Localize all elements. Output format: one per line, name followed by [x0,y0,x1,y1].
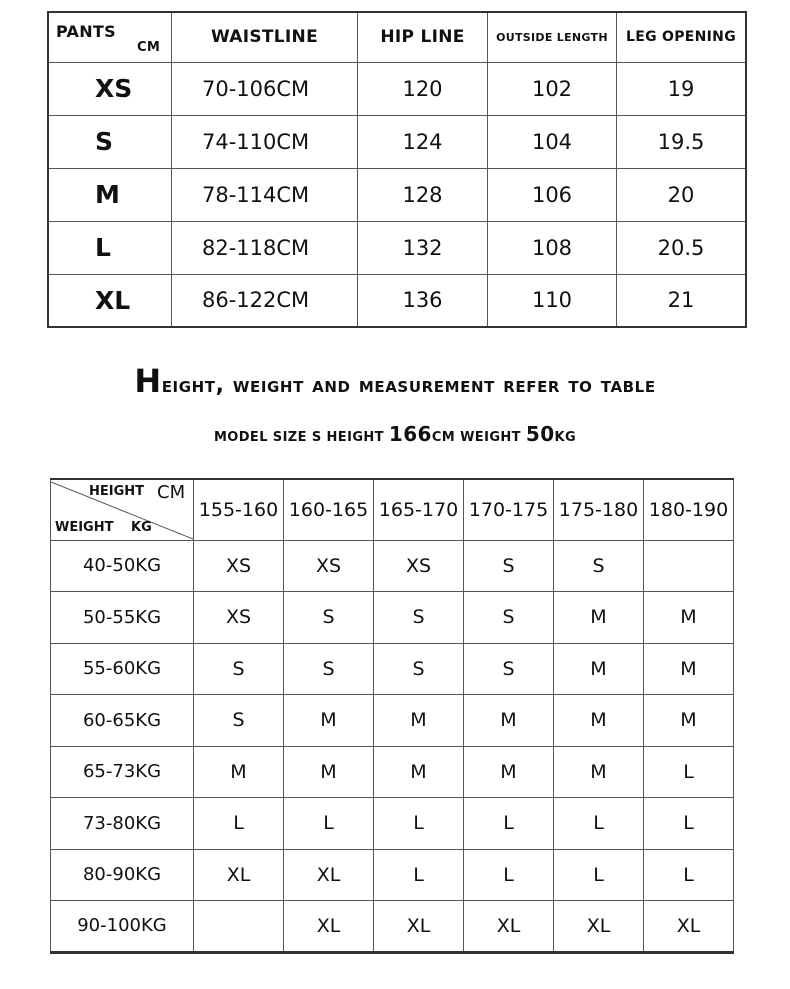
hip-line-value: 132 [358,221,488,274]
size-cell: M [194,746,284,798]
height-header-row [51,479,734,540]
size-cell: L [464,849,554,901]
leg-opening-value: 21 [617,274,747,327]
height-range-header: 165-170 [374,479,464,540]
table-row [48,274,746,327]
size-cell: XL [554,901,644,953]
size-cell: M [464,695,554,747]
model-info-prefix: MODEL SIZE S HEIGHT [213,430,384,445]
waistline-value: 86-122CM [172,274,358,327]
column-header-leg-opening: LEG OPENING [617,12,747,62]
size-cell: M [284,695,374,747]
size-label: M [48,168,172,221]
size-cell: M [554,746,644,798]
size-cell: S [194,695,284,747]
weight-range-label: 55-60KG [51,643,194,695]
height-range-header: 155-160 [194,479,284,540]
size-cell: M [554,592,644,644]
table-row [51,695,734,747]
table-row [48,62,746,115]
heading-text: eight, weight and measurement refer to table [161,373,656,398]
size-cell: L [284,798,374,850]
waistline-value: 70-106CM [172,62,358,115]
size-cell: S [194,643,284,695]
size-cell: S [554,540,644,592]
size-cell: XS [374,540,464,592]
outside-length-value: 106 [488,168,617,221]
hip-line-value: 136 [358,274,488,327]
size-cell: L [554,849,644,901]
table-row [51,643,734,695]
size-cell: M [374,746,464,798]
size-cell: XL [644,901,734,953]
weight-range-label: 60-65KG [51,695,194,747]
height-range-header: 180-190 [644,479,734,540]
size-cell: M [554,695,644,747]
size-cell: L [644,849,734,901]
size-cell: S [284,643,374,695]
size-cell: M [554,643,644,695]
waistline-value: 74-110CM [172,115,358,168]
size-cell: L [194,798,284,850]
size-cell: S [464,592,554,644]
size-cell: M [644,643,734,695]
weight-range-label: 80-90KG [51,849,194,901]
unit-label: CM [137,40,161,55]
height-label: HEIGHT [89,484,145,499]
leg-opening-value: 20.5 [617,221,747,274]
size-cell: L [644,798,734,850]
table-row [51,798,734,850]
size-cell: S [464,540,554,592]
outside-length-value: 108 [488,221,617,274]
size-label: L [48,221,172,274]
model-weight-value: 50 [525,422,555,446]
size-label: XS [48,62,172,115]
table-row [51,592,734,644]
outside-length-value: 104 [488,115,617,168]
heading-initial: H [134,362,162,400]
pants-label: PANTS [56,22,116,41]
size-cell [194,901,284,953]
table-row [48,221,746,274]
size-cell: M [644,592,734,644]
waistline-value: 78-114CM [172,168,358,221]
size-cell: L [374,849,464,901]
height-range-header: 170-175 [464,479,554,540]
size-cell: S [464,643,554,695]
table-row [51,746,734,798]
measurement-header-row [48,12,746,62]
size-cell: M [374,695,464,747]
size-cell: S [284,592,374,644]
size-label: XL [48,274,172,327]
weight-range-label: 90-100KG [51,901,194,953]
outside-length-value: 110 [488,274,617,327]
column-header-waistline: WAISTLINE [172,12,358,62]
weight-range-label: 50-55KG [51,592,194,644]
size-cell: L [554,798,644,850]
leg-opening-value: 19.5 [617,115,747,168]
section-heading [0,362,790,400]
corner-header [51,479,194,540]
hip-line-value: 128 [358,168,488,221]
size-cell: XS [194,592,284,644]
model-weight-label: WEIGHT [460,430,521,445]
size-cell: L [464,798,554,850]
weight-unit: KG [131,520,152,535]
column-header-hip-line: HIP LINE [358,12,488,62]
height-range-header: 160-165 [284,479,374,540]
weight-label: WEIGHT [55,520,114,535]
hip-line-value: 120 [358,62,488,115]
weight-range-label: 73-80KG [51,798,194,850]
size-cell: S [374,592,464,644]
model-weight-unit: KG [554,430,577,445]
column-header-outside-length: OUTSIDE LENGTH [488,12,617,62]
model-height-unit: CM [431,430,456,445]
table-row [51,540,734,592]
size-cell: L [374,798,464,850]
size-label: S [48,115,172,168]
height-range-header: 175-180 [554,479,644,540]
size-cell: XL [284,901,374,953]
size-cell: S [374,643,464,695]
hip-line-value: 124 [358,115,488,168]
model-info [0,422,790,446]
table-row [51,849,734,901]
size-cell: XL [374,901,464,953]
size-cell: XL [284,849,374,901]
size-cell: M [284,746,374,798]
outside-length-value: 102 [488,62,617,115]
size-cell: XL [464,901,554,953]
weight-range-label: 40-50KG [51,540,194,592]
size-cell: M [464,746,554,798]
table-row [48,115,746,168]
table-row [48,168,746,221]
size-recommendation-table [50,478,734,954]
pants-corner-header [48,12,172,62]
leg-opening-value: 20 [617,168,747,221]
pants-measurement-table [47,11,747,328]
size-cell: XL [194,849,284,901]
table-row [51,901,734,953]
leg-opening-value: 19 [617,62,747,115]
model-height-value: 166 [388,422,432,446]
size-cell: XS [284,540,374,592]
size-cell: XS [194,540,284,592]
size-cell: M [644,695,734,747]
size-cell: L [644,746,734,798]
waistline-value: 82-118CM [172,221,358,274]
size-cell [644,540,734,592]
height-unit: CM [157,482,186,503]
weight-range-label: 65-73KG [51,746,194,798]
